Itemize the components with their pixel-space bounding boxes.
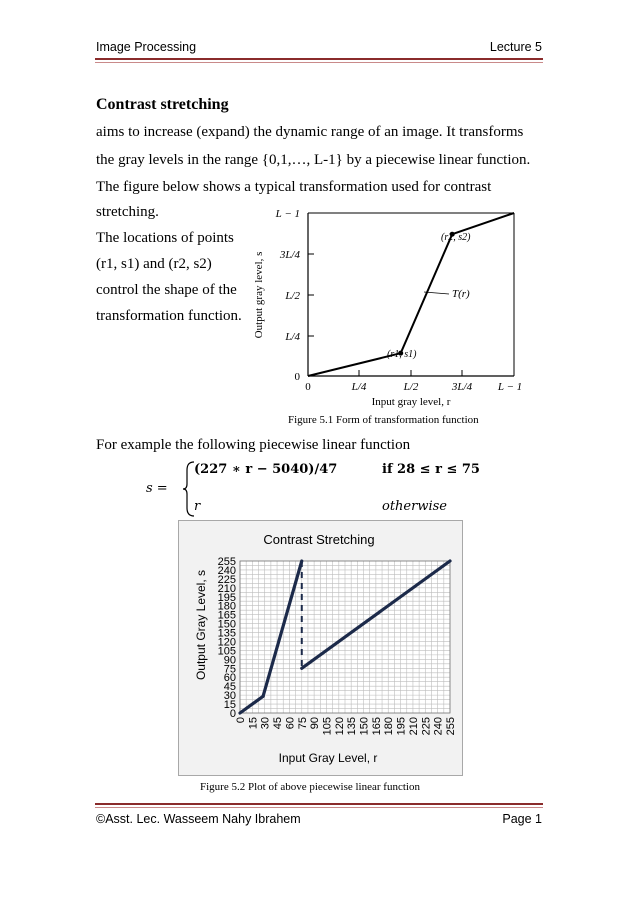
intro-line-4: stretching. — [96, 204, 159, 220]
footer-rule-thin — [95, 807, 543, 808]
fig1-xtick-3q: 3L/4 — [451, 381, 473, 393]
equation-cond2: otherwise — [382, 499, 447, 514]
fig2-ytick-label: 120 — [217, 636, 236, 649]
fig2-ytick-label: 15 — [223, 699, 236, 712]
side-line-2: (r1, s1) and (r2, s2) — [96, 256, 212, 272]
fig2-xtick-label: 210 — [407, 717, 420, 736]
fig2-ytick-label: 30 — [223, 690, 236, 703]
footer-page: Page 1 — [502, 812, 542, 826]
fig1-xtick-q: L/4 — [351, 381, 367, 393]
side-line-3: control the shape of the — [96, 282, 237, 298]
fig2-ytick-label: 90 — [223, 654, 236, 667]
side-line-4: transformation function. — [96, 308, 242, 324]
fig2-ytick-label: 60 — [223, 672, 236, 685]
fig2-xtick-label: 0 — [235, 717, 247, 724]
fig1-point2-label: (r2, s2) — [441, 232, 471, 243]
header-title: Image Processing — [96, 40, 197, 54]
figure1-chart — [248, 200, 538, 412]
equation-case2: r — [194, 499, 201, 514]
fig1-ytick-half: L/2 — [285, 290, 300, 302]
fig2-ytick-label: 150 — [217, 618, 236, 631]
fig2-xtick-label: 195 — [395, 717, 408, 736]
header-rule-thin — [95, 62, 543, 63]
fig1-xtick-half: L/2 — [403, 381, 419, 393]
fig1-ylabel: Output gray level, s — [253, 251, 265, 339]
fig2-xtick-label: 45 — [272, 717, 285, 730]
fig1-ytick-3q: 3L/4 — [279, 249, 300, 261]
fig1-xlabel: Input gray level, r — [371, 396, 451, 408]
figure2-caption: Figure 5.2 Plot of above piecewise linear function — [200, 781, 420, 793]
header-lecture: Lecture 5 — [489, 40, 542, 54]
example-text: For example the following piecewise linear function — [96, 437, 411, 453]
fig2-xtick-label: 60 — [284, 717, 297, 730]
fig2-ytick-label: 210 — [217, 582, 236, 595]
section-title: Contrast stretching — [96, 96, 229, 113]
fig2-xtick-label: 75 — [296, 717, 309, 730]
fig1-ytick-top: L − 1 — [275, 208, 300, 220]
fig2-ytick-label: 75 — [223, 663, 236, 676]
fig2-xtick-label: 225 — [420, 717, 433, 736]
fig2-xtick-label: 255 — [445, 717, 457, 736]
figure2-chart — [178, 520, 463, 776]
fig1-ytick-zero: 0 — [294, 371, 300, 383]
figure1-caption: Figure 5.1 Form of transformation function — [288, 414, 479, 426]
fig1-point1-label: (r1, s1) — [387, 349, 417, 360]
fig2-xtick-label: 180 — [383, 717, 396, 736]
fig2-ytick-label: 135 — [217, 627, 236, 640]
footer-rule — [95, 803, 543, 805]
equation-lhs: s = — [146, 481, 168, 496]
fig1-ytick-q: L/4 — [285, 331, 300, 343]
header-rule — [95, 58, 543, 60]
fig2-xtick-label: 105 — [321, 717, 334, 736]
fig1-curve-label: T(r) — [452, 288, 470, 300]
intro-line-3: The figure below shows a typical transformation used for contrast — [96, 179, 492, 195]
equation-cond1: if 28 ≤ r ≤ 75 — [382, 462, 480, 477]
fig2-xtick-label: 15 — [247, 717, 260, 730]
fig1-xtick-zero: 0 — [305, 381, 311, 393]
fig2-ytick-label: 195 — [217, 591, 236, 604]
equation-case1: (227 ∗ r − 5040)/47 — [194, 462, 338, 477]
fig2-ytick-label: 0 — [229, 708, 236, 720]
fig2-ytick-label: 165 — [217, 609, 236, 622]
fig1-xtick-top: L − 1 — [497, 381, 523, 393]
intro-line-1: aims to increase (expand) the dynamic range of an image. It transforms — [96, 124, 524, 140]
side-line-1: The locations of points — [96, 230, 234, 246]
fig2-title: Contrast Stretching — [263, 532, 375, 547]
fig2-xtick-label: 90 — [309, 717, 322, 730]
fig2-xtick-label: 135 — [346, 717, 359, 736]
fig2-xtick-label: 30 — [259, 717, 272, 730]
fig2-ytick-label: 255 — [217, 556, 236, 568]
fig2-ytick-label: 225 — [217, 573, 236, 586]
fig2-ytick-label: 105 — [217, 645, 236, 658]
fig2-ytick-label: 240 — [217, 564, 236, 577]
fig2-xtick-label: 150 — [358, 717, 371, 736]
fig2-xtick-label: 120 — [333, 717, 346, 736]
fig2-xtick-label: 165 — [370, 717, 383, 736]
intro-line-2: the gray levels in the range {0,1,…, L-1} by a piecewise linear function. — [96, 152, 531, 168]
fig2-ylabel: Output Gray Level, s — [194, 569, 208, 681]
fig2-xlabel: Input Gray Level, r — [278, 751, 378, 765]
fig2-ytick-label: 180 — [217, 600, 236, 613]
fig2-xtick-label: 240 — [432, 717, 445, 736]
fig2-ytick-label: 45 — [223, 681, 236, 694]
footer-author: ©Asst. Lec. Wasseem Nahy Ibrahem — [96, 812, 301, 826]
